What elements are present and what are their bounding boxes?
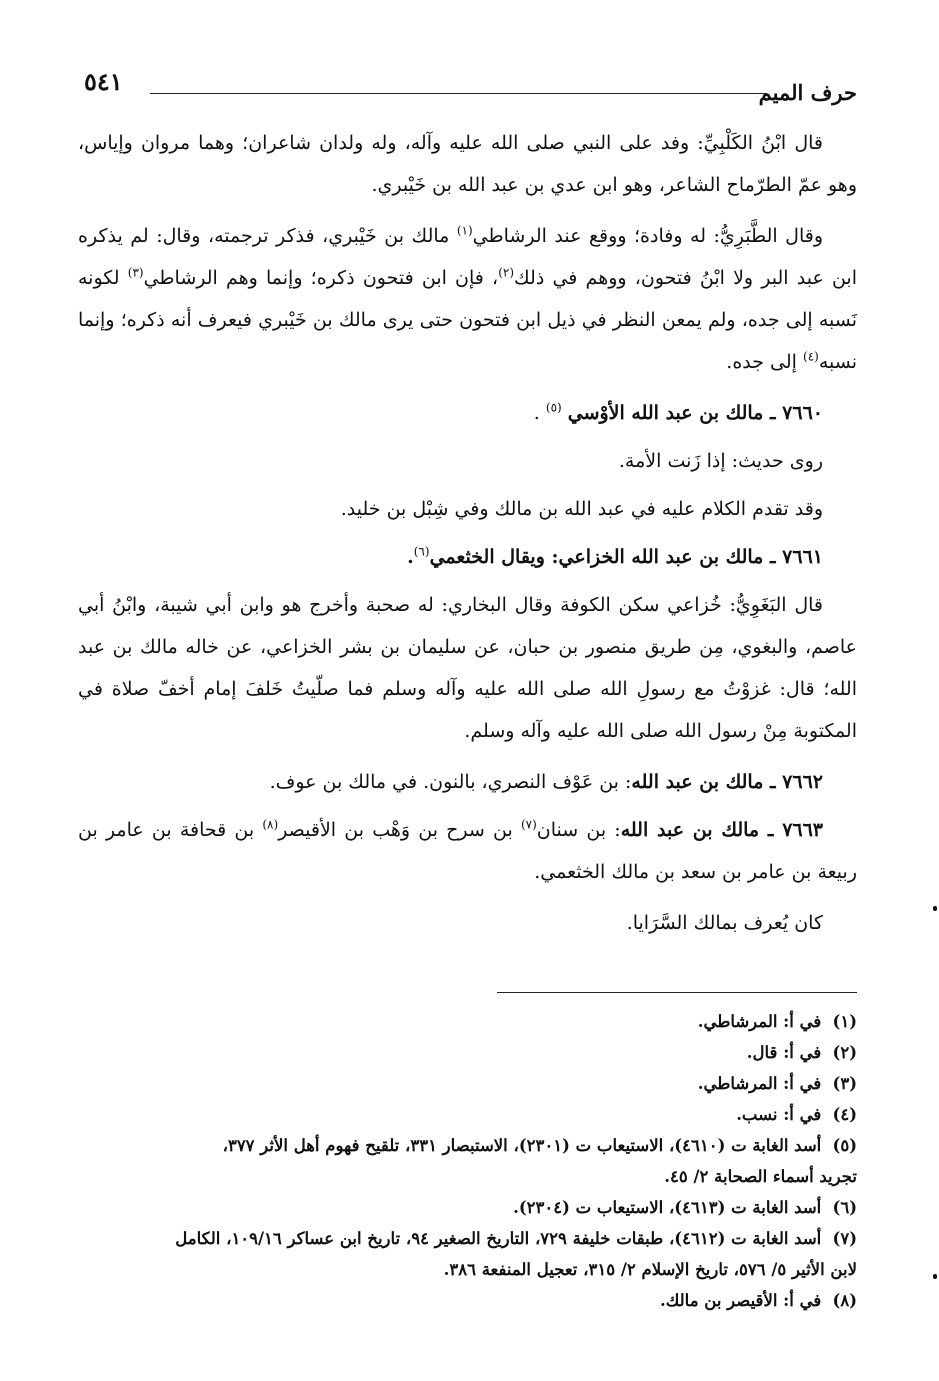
paragraph-altabari [78, 215, 857, 383]
footnote-6 [78, 1192, 857, 1223]
text-run: بن سرح بن وَهْب بن الأقيصر [278, 819, 521, 841]
footnote-ref-3[interactable]: (٣) [127, 265, 144, 280]
footnote-text: أسد الغابة ت (٤٦١٢)، طبقات خليفة ٧٢٩، التاريخ الصغير ٩٤، تاريخ ابن عساكر ١٠٩/١٦، الكامل [175, 1229, 822, 1248]
footnote-number: (٣) [832, 1074, 857, 1093]
text-run: وقال الطَّبَرِيُّ: له وفادة؛ ووقع عند الرشاطي [472, 225, 823, 247]
paragraph-hadith: روى حديث: إذا زَنت الأمة. [618, 450, 823, 472]
entry-number: ٧٦٦٢ [782, 771, 823, 793]
entry-7660: ٧٦٦٠ ـ مالك بن عبد الله الأوْسي $^{(٥)}$ . [533, 400, 823, 424]
footnote-text: في أ: المرشاطي. [697, 1012, 822, 1031]
text-run: : بن سنان [536, 819, 621, 841]
entry-7663: ٧٦٦٣ ـ مالك بن عبد الله: بن سنان$^{(٧)}$ بن سرح بن وَهْب بن الأقيصر$^{(٨)}$ بن قحافة بن عامر بن ربيعة بن عامر بن سعد بن مالك الخثعمي. [78, 817, 857, 883]
footnote-ref-8[interactable]: (٨) [262, 817, 279, 832]
footnote-number: (٨) [832, 1291, 857, 1310]
paragraph-nickname: كان يُعرف بمالك السَّرَايا. [626, 912, 823, 934]
footnote-text: أسد الغابة ت (٤٦١٠)، الاستيعاب ت (٢٣٠١)، الاستبصار ٣٣١، تلقيح فهوم أهل الأثر ٣٧٧، [222, 1136, 822, 1155]
footnote-text: في أ: نسب. [736, 1105, 822, 1124]
footnote-1 [78, 1006, 857, 1037]
main-text [78, 122, 857, 953]
entry-heading: مالك بن عبد الله [631, 771, 764, 793]
header-rule [150, 93, 767, 94]
page-number: ٥٤١ [84, 67, 123, 96]
text-run: مالك بن خَيْبري، فذكر ترجمته، وقال: لم يذكره ابن عبد البر ولا ابْنُ فتحون، ووهم في ذلك [78, 225, 857, 289]
footnote-text: في أ: المرشاطي. [697, 1074, 822, 1093]
footnote-number: (٤) [832, 1105, 857, 1124]
running-header-title: حرف الميم [758, 80, 857, 105]
entry-number: ٧٦٦١ [782, 546, 823, 568]
footnote-7-continued: لابن الأثير ٥/ ٥٧٦، تاريخ الإسلام ٢/ ٣١٥، تعجيل المنفعة ٣٨٦. [443, 1260, 857, 1279]
footnote-number: (٦) [832, 1198, 857, 1217]
paragraph-albaghawi: قال البَغَوِيُّ: خُزاعي سكن الكوفة وقال البخاري: له صحبة وأخرج هو وابن أبي شيبة، وابْنُ أبي عاصم، والبغوي، مِن طريق منصور بن حبان، عن سليمان بن بشر الخزاعي، عن خاله مالك بن عبد الله؛ قال: غزوْتُ مع رسولِ الله صلى الله عليه وآله وسلم فما صلّيتُ خَلفَ إمام أخفّ صلاة في المكتوبة مِنْ رسول الله صلى الله عليه وآله وسلم. [78, 594, 857, 742]
text-run: لكونه نَسبه إلى جده، ولم يمعن النظر في ذيل ابن فتحون حتى يرى مالك بن خَيْبري فيعرف أنه ذكره؛ وإنما نسبه [78, 267, 857, 373]
footnote-ref-5[interactable]: (٥) [545, 400, 562, 415]
footnote-3 [78, 1068, 857, 1099]
entry-7661: ٧٦٦١ ـ مالك بن عبد الله الخزاعي: ويقال الخثعمي$^{(٦)}$. [407, 544, 823, 568]
scan-speck [933, 906, 937, 911]
paragraph-cross-reference: وقد تقدم الكلام عليه في عبد الله بن مالك وفي شِبْل بن خليد. [340, 498, 823, 520]
footnote-number: (٧) [832, 1229, 857, 1248]
entry-heading: مالك بن عبد الله الخزاعي: ويقال الخثعمي [429, 546, 764, 568]
footnote-text: أسد الغابة ت (٤٦١٣)، الاستيعاب ت (٢٣٠٤). [513, 1198, 822, 1217]
entry-number: ٧٦٦٣ [782, 819, 824, 841]
footnotes [78, 1006, 857, 1316]
footnote-5-continued: تجريد أسماء الصحابة ٢/ ٤٥. [664, 1167, 857, 1186]
footnote-ref-1[interactable]: (١) [456, 223, 473, 238]
footnote-text: في أ: قال. [746, 1043, 822, 1062]
footnote-number: (١) [832, 1012, 857, 1031]
paragraph-ibn-alkalbi: قال ابْنُ الكَلْبِيِّ: وفد على النبي صلى الله عليه وآله، وله ولدان شاعران؛ وهما مروان وإياس، وهو عمّ الطرّماح الشاعر، وهو ابن عدي بن عبد الله بن خَيْبري. [78, 132, 857, 196]
footnote-ref-2[interactable]: (٢) [498, 265, 515, 280]
entry-7662: ٧٦٦٢ ـ مالك بن عبد الله: بن عَوْف النصري، بالنون. في مالك بن عوف. [269, 771, 823, 793]
scan-speck [933, 1274, 937, 1279]
text-run: ، فإن ابن فتحون ذكره؛ وإنما وهم الرشاطي [143, 267, 499, 289]
footnote-8 [78, 1285, 857, 1316]
footnote-4 [78, 1099, 857, 1130]
text-run: بن قحافة بن عامر بن ربيعة بن عامر بن سعد بن مالك الخثعمي. [78, 819, 857, 883]
text-run: : بن عَوْف النصري، بالنون. في مالك بن عوف. [269, 771, 632, 793]
footnote-text: في أ: الأقيصر بن مالك. [659, 1291, 822, 1310]
footnote-ref-6[interactable]: (٦) [413, 544, 430, 559]
footnote-number: (٢) [832, 1043, 857, 1062]
entry-number: ٧٦٦٠ [782, 402, 823, 424]
entry-heading: مالك بن عبد الله [620, 819, 760, 841]
footnote-7 [78, 1223, 857, 1254]
footnote-ref-7[interactable]: (٧) [520, 817, 537, 832]
text-run: . [533, 402, 540, 424]
footnote-number: (٥) [832, 1136, 857, 1155]
text-run: . [407, 546, 414, 568]
footnote-5 [78, 1130, 857, 1161]
footnote-separator [497, 992, 857, 993]
footnote-ref-4[interactable]: (٤) [803, 349, 819, 364]
text-run: إلى جده. [726, 351, 803, 373]
footnote-2 [78, 1037, 857, 1068]
entry-heading: مالك بن عبد الله الأوْسي [567, 402, 764, 424]
